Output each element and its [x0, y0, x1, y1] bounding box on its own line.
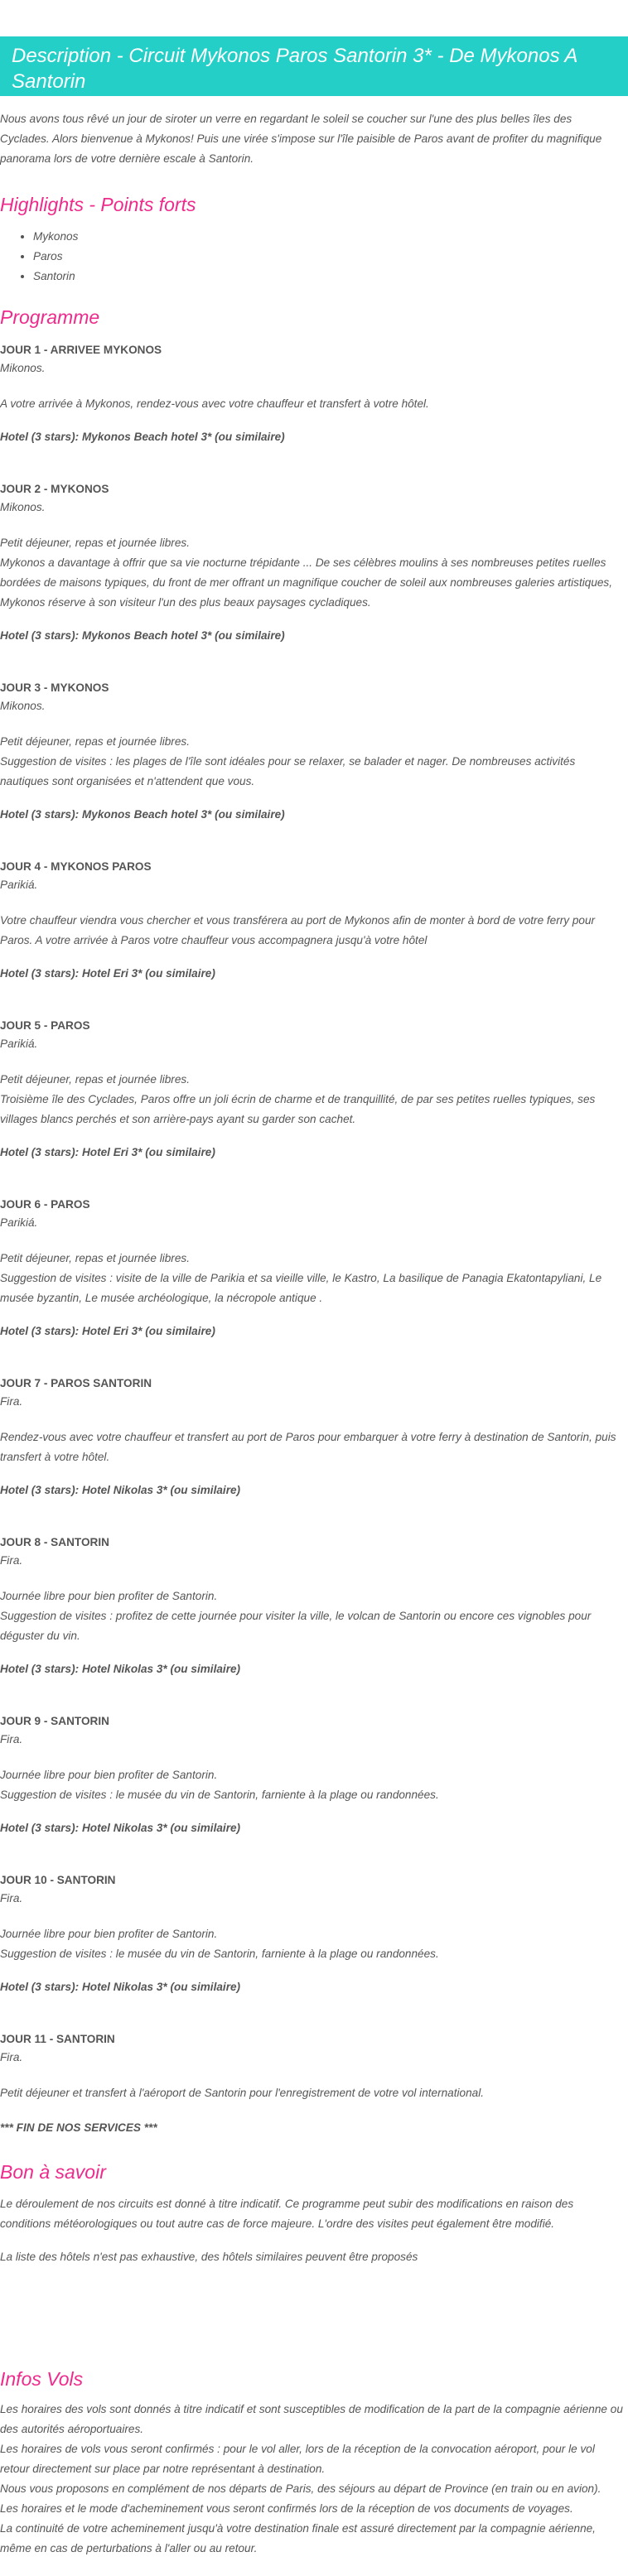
highlight-item: • Santorin — [33, 267, 623, 286]
day-place: Mikonos. — [0, 362, 46, 374]
bon-a-savoir-paragraph: Le déroulement de nos circuits est donné à titre indicatif. Ce programme peut subir des modifications en raison des conditions météorologiques ou tout autre cas de force majeure. L'ordre des visites peut également être modifié. — [0, 2198, 574, 2230]
day-title: JOUR 6 - PAROS — [0, 1198, 90, 1211]
day-hotel: Hotel (3 stars): Hotel Eri 3* (ou similaire) — [0, 1325, 215, 1337]
highlight-item: • Mykonos — [33, 227, 623, 247]
day-place: Parikiá. — [0, 879, 38, 891]
day-place: Mikonos. — [0, 501, 46, 513]
infos-vols-line: Les horaires de vols vous seront confirmés : pour le vol aller, lors de la réception de la convocation aéroport, pour le vol retour directement sur place par notre représentant à destination. — [0, 2443, 595, 2475]
day-description: Petit déjeuner, repas et journée libres. Troisième île des Cyclades, Paros offre un joli écrin de charme et de tranquillité, de par ses petites ruelles typiques, ses villages blancs perchés et son arrière-pays ayant su garder son cachet. — [0, 1073, 596, 1125]
day-hotel: Hotel (3 stars): Hotel Nikolas 3* (ou similaire) — [0, 1484, 241, 1496]
day-title: JOUR 2 - MYKONOS — [0, 483, 109, 495]
programme-day — [0, 679, 623, 825]
day-title: JOUR 10 - SANTORIN — [0, 1874, 116, 1886]
day-description: Journée libre pour bien profiter de Santorin. Suggestion de visites : le musée du vin de Santorin, farniente à la plage ou randonnées. — [0, 1928, 439, 1960]
day-description: Petit déjeuner, repas et journée libres. Suggestion de visites : les plages de l'île sont idéales pour se relaxer, se balader et nager. De nombreuses activités nautiques sont organisées et n'attendent que vous. — [0, 735, 576, 787]
content — [0, 109, 623, 2559]
programme-day — [0, 1712, 623, 1838]
highlights-heading: Highlights - Points forts — [0, 194, 196, 215]
day-title: JOUR 3 - MYKONOS — [0, 681, 109, 694]
day-place: Fira. — [0, 1395, 23, 1408]
day-title: JOUR 1 - ARRIVEE MYKONOS — [0, 344, 162, 356]
intro-text: Nous avons tous rêvé un jour de siroter un verre en regardant le soleil se coucher sur l'une des plus belles îles des Cyclades. Alors bienvenue à Mykonos! Puis une virée s'impose sur l'île paisible de Paros avant de profiter du magnifique panorama lors de votre dernière escale à Santorin. — [0, 113, 602, 165]
infos-vols-line: Les horaires des vols sont donnés à titre indicatif et sont susceptibles de modification de la part de la compagnie aérienne ou des autorités aéroportuaires. — [0, 2403, 623, 2435]
end-of-services: *** FIN DE NOS SERVICES *** — [0, 2121, 157, 2134]
day-hotel: Hotel (3 stars): Hotel Nikolas 3* (ou similaire) — [0, 1981, 241, 1993]
day-hotel: Hotel (3 stars): Mykonos Beach hotel 3* (ou similaire) — [0, 629, 285, 642]
day-place: Mikonos. — [0, 700, 46, 712]
day-title: JOUR 8 - SANTORIN — [0, 1536, 109, 1548]
day-description: Journée libre pour bien profiter de Santorin. Suggestion de visites : le musée du vin de Santorin, farniente à la plage ou randonnées. — [0, 1769, 439, 1801]
day-description: Petit déjeuner, repas et journée libres. Suggestion de visites : visite de la ville de Parikia et sa vieille ville, le Kastro, La basilique de Panagia Ekatontapyliani, Le musée byzantin, Le musée archéologique, la nécropole antique . — [0, 1252, 602, 1304]
infos-vols-text — [0, 2400, 623, 2559]
programme-days — [0, 341, 623, 2103]
day-place: Fira. — [0, 1554, 23, 1567]
programme-day — [0, 858, 623, 984]
day-description: A votre arrivée à Mykonos, rendez-vous avec votre chauffeur et transfert à votre hôtel. — [0, 397, 429, 410]
day-title: JOUR 7 - PAROS SANTORIN — [0, 1377, 152, 1389]
infos-vols-heading: Infos Vols — [0, 2368, 84, 2390]
programme-day — [0, 1017, 623, 1163]
infos-vols-line: Les horaires et le mode d'acheminement vous seront confirmés lors de la réception de vos documents de voyages. — [0, 2502, 573, 2515]
page-title: Description - Circuit Mykonos Paros Santorin 3* - De Mykonos A Santorin — [12, 45, 577, 93]
day-description: Petit déjeuner et transfert à l'aéroport de Santorin pour l'enregistrement de votre vol international. — [0, 2087, 485, 2099]
day-place: Fira. — [0, 1892, 23, 1904]
bon-a-savoir-section — [0, 2160, 623, 2267]
programme-heading: Programme — [0, 306, 100, 328]
day-place: Fira. — [0, 2051, 23, 2063]
day-title: JOUR 5 - PAROS — [0, 1019, 90, 1032]
day-place: Parikiá. — [0, 1216, 38, 1229]
day-hotel: Hotel (3 stars): Mykonos Beach hotel 3* (ou similaire) — [0, 808, 285, 821]
day-hotel: Hotel (3 stars): Hotel Nikolas 3* (ou similaire) — [0, 1822, 241, 1834]
day-description: Journée libre pour bien profiter de Santorin. Suggestion de visites : profitez de cette journée pour visiter la ville, le volcan de Santorin ou encore ces vignobles pour déguster du vin. — [0, 1590, 592, 1642]
day-hotel: Hotel (3 stars): Hotel Eri 3* (ou similaire) — [0, 967, 215, 980]
bon-a-savoir-paragraph: La liste des hôtels n'est pas exhaustive, des hôtels similaires peuvent être proposés — [0, 2251, 418, 2263]
programme-day — [0, 1534, 623, 1679]
day-hotel: Hotel (3 stars): Hotel Nikolas 3* (ou similaire) — [0, 1663, 241, 1675]
bon-a-savoir-heading: Bon à savoir — [0, 2161, 106, 2183]
infos-vols-line: Nous vous proposons en complément de nos départs de Paris, des séjours au départ de Province (en train ou en avion). — [0, 2482, 601, 2495]
programme-day — [0, 1375, 623, 1500]
day-description: Rendez-vous avec votre chauffeur et transfert au port de Paros pour embarquer à votre ferry à destination de Santorin, puis transfert à votre hôtel. — [0, 1431, 616, 1463]
programme-day — [0, 1871, 623, 1997]
day-title: JOUR 4 - MYKONOS PAROS — [0, 860, 152, 873]
day-hotel: Hotel (3 stars): Mykonos Beach hotel 3* (ou similaire) — [0, 431, 285, 443]
day-title: JOUR 9 - SANTORIN — [0, 1715, 109, 1727]
day-place: Fira. — [0, 1733, 23, 1745]
programme-day — [0, 341, 623, 447]
programme-day — [0, 2030, 623, 2103]
day-place: Parikiá. — [0, 1038, 38, 1050]
programme-day — [0, 1196, 623, 1341]
infos-vols-section — [0, 2367, 623, 2559]
day-description: Votre chauffeur viendra vous chercher et vous transférera au port de Mykonos afin de monter à bord de votre ferry pour Paros. A votre arrivée à Paros votre chauffeur vous accompagnera jusqu'à votre hôtel — [0, 914, 596, 946]
day-hotel: Hotel (3 stars): Hotel Eri 3* (ou similaire) — [0, 1146, 215, 1158]
programme-day — [0, 480, 623, 646]
day-title: JOUR 11 - SANTORIN — [0, 2033, 115, 2045]
day-description: Petit déjeuner, repas et journée libres. Mykonos a davantage à offrir que sa vie nocturne trépidante ... De ses célèbres moulins à ses nombreuses petites ruelles bordées de maisons typiques, du front de mer offrant un magnifique coucher de soleil aux nombreuses galeries artistiques, Mykonos réserve à son visiteur l'un des plus beaux paysages cycladiques. — [0, 537, 613, 609]
highlights-list — [0, 227, 623, 286]
infos-vols-line: La continuité de votre acheminement jusqu'à votre destination finale est assuré directement par la compagnie aérienne, même en cas de perturbations à l'aller ou au retour. — [0, 2522, 596, 2554]
title-banner — [0, 36, 628, 96]
highlight-item: • Paros — [33, 247, 623, 267]
